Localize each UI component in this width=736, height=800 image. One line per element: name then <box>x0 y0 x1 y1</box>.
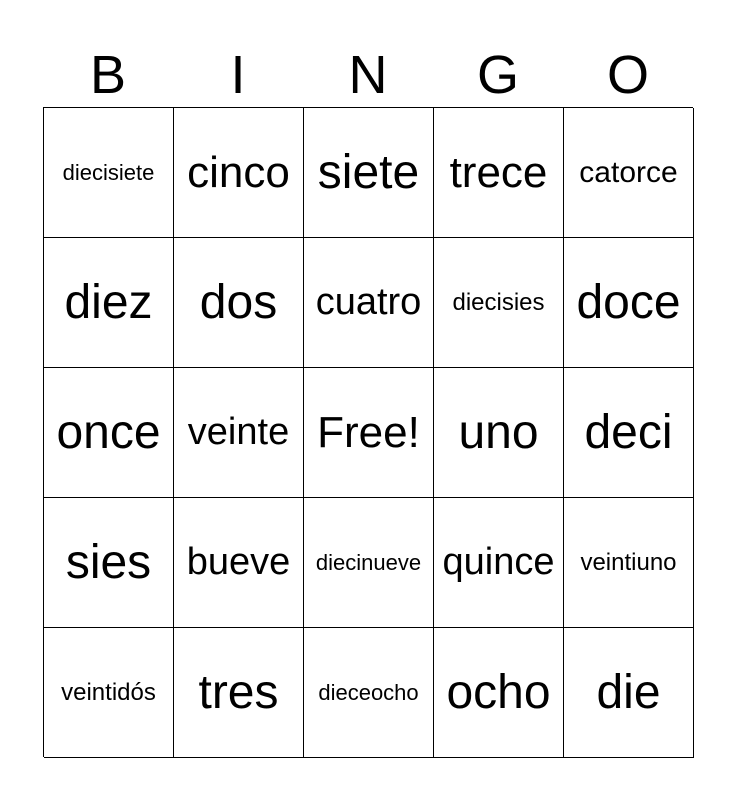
bingo-header <box>43 42 693 108</box>
header-letter-g: G <box>476 45 519 105</box>
bingo-cell[interactable]: dos <box>174 238 304 368</box>
bingo-cell[interactable]: diecisies <box>434 238 564 368</box>
bingo-cell[interactable]: cuatro <box>304 238 434 368</box>
bingo-cell[interactable]: catorce <box>564 108 694 238</box>
header-letter-b: B <box>89 45 127 105</box>
bingo-card-grid <box>43 107 693 757</box>
bingo-cell[interactable]: uno <box>434 368 564 498</box>
bingo-cell[interactable]: sies <box>44 498 174 628</box>
header-letter-i: I <box>230 45 246 105</box>
bingo-cell[interactable]: tres <box>174 628 304 758</box>
header-letter-n: N <box>348 45 388 105</box>
bingo-cell[interactable]: deci <box>564 368 694 498</box>
bingo-cell[interactable]: siete <box>304 108 434 238</box>
bingo-cell[interactable]: diecisiete <box>44 108 174 238</box>
bingo-cell[interactable]: dieceocho <box>304 628 434 758</box>
bingo-cell[interactable]: diecinueve <box>304 498 434 628</box>
bingo-cell[interactable]: die <box>564 628 694 758</box>
free-space-cell[interactable]: Free! <box>304 368 434 498</box>
bingo-cell[interactable]: trece <box>434 108 564 238</box>
bingo-cell[interactable]: ocho <box>434 628 564 758</box>
bingo-cell[interactable]: bueve <box>174 498 304 628</box>
bingo-cell[interactable]: doce <box>564 238 694 368</box>
bingo-cell[interactable]: veintiuno <box>564 498 694 628</box>
bingo-cell[interactable]: veinte <box>174 368 304 498</box>
bingo-cell[interactable]: quince <box>434 498 564 628</box>
bingo-cell[interactable]: diez <box>44 238 174 368</box>
bingo-cell[interactable]: veintidós <box>44 628 174 758</box>
header-letter-o: O <box>606 45 649 105</box>
bingo-cell[interactable]: cinco <box>174 108 304 238</box>
bingo-cell[interactable]: once <box>44 368 174 498</box>
